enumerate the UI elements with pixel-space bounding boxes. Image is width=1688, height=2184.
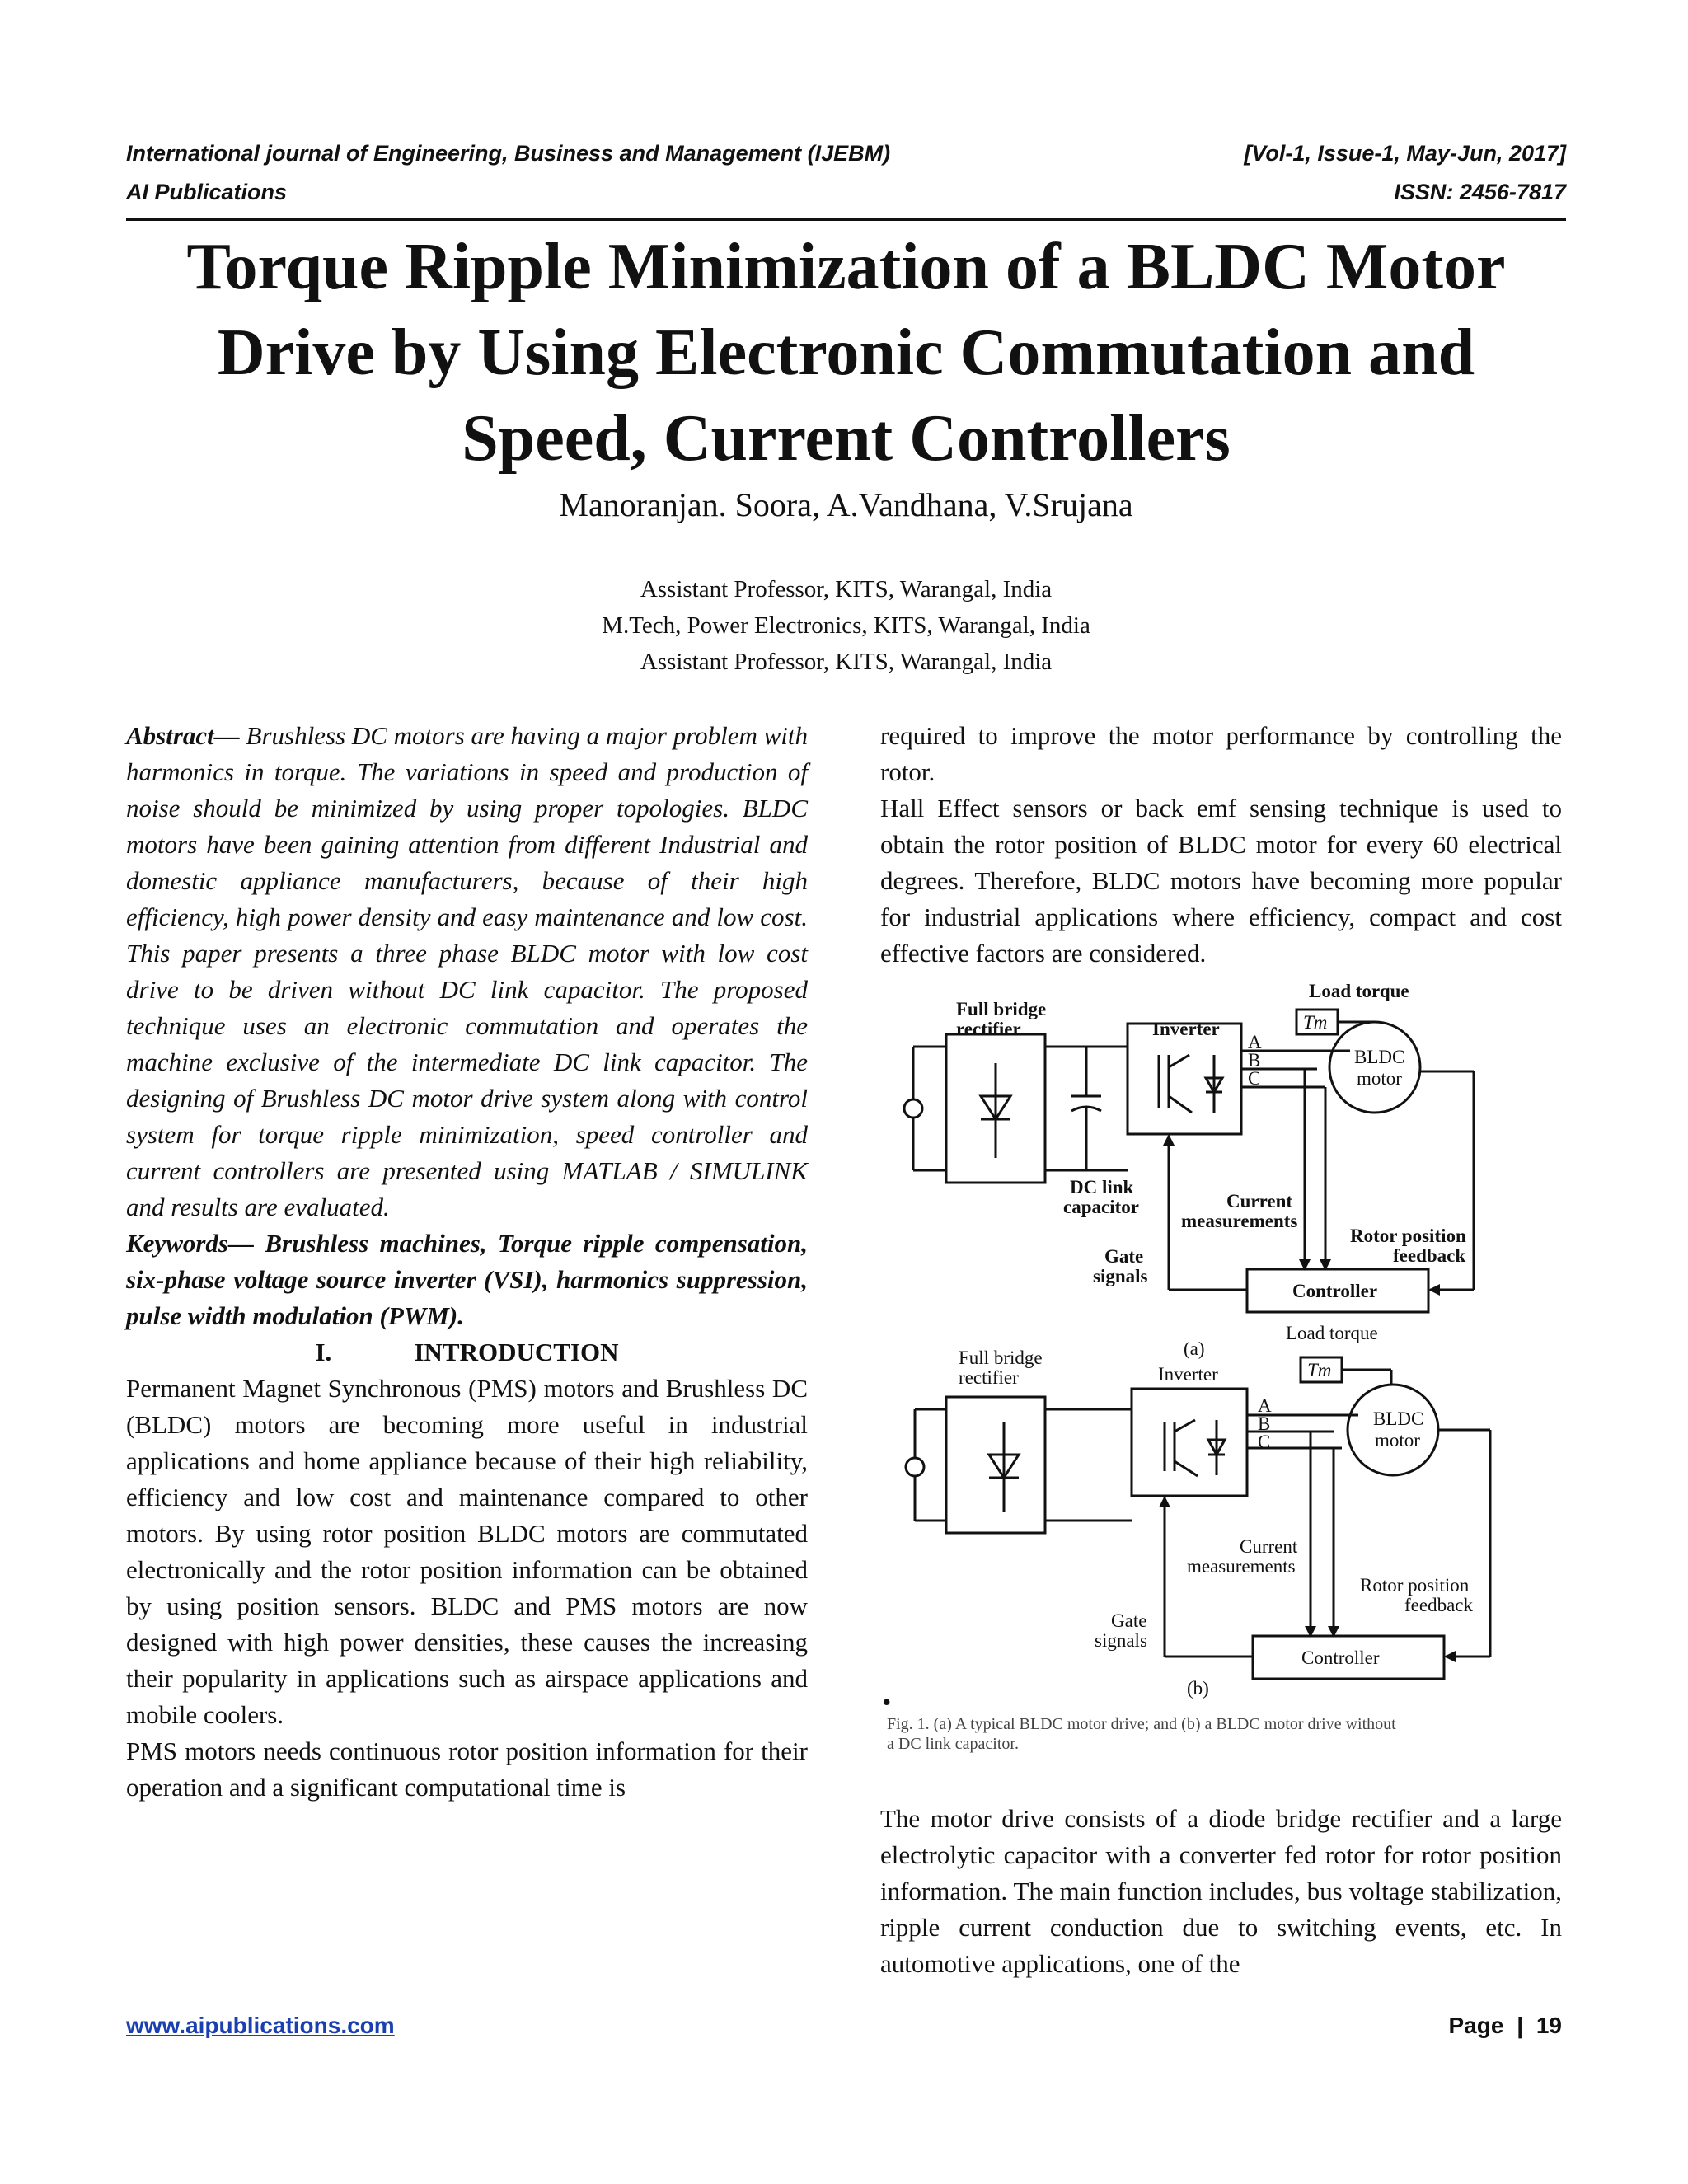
label-motor-1: BLDC [1354,1047,1405,1067]
figure-1b-labels [959,1323,1473,1699]
abstract-text: Brushless DC motors are having a major problem with harmonics in torque. The variations in speed and production of noise should be minimized by using proper topologies. BLDC motors have been gaining attention from different Industrial and domestic appliance manufacturers, because of their high efficiency, high power density and easy maintenance and low cost. This paper presents a three phase BLDC motor with low cost drive to be driven without DC link capacitor. The proposed technique uses an electronic commutation and operates the machine exclusive of the intermediate DC link capacitor. The designing of Brushless DC motor drive system along with control system for torque ripple minimization, speed controller and current controllers are presented using MATLAB / SIMULINK and results are evaluated. [126,721,808,1221]
bldc-motor-circle [1329,1022,1420,1113]
label-rotor-b-1: Rotor position [1360,1575,1470,1596]
label-dc-link-1: DC link [1070,1177,1134,1197]
affiliation-1: Assistant Professor, KITS, Warangal, India [640,576,1053,602]
label-inverter-b: Inverter [1158,1364,1218,1385]
title-line-1: Torque Ripple Minimization of a BLDC Motor [186,231,1506,303]
label-dc-link-2: capacitor [1063,1197,1139,1217]
label-rectifier-b-1: Full bridge [959,1347,1043,1368]
label-phase-a: A [1248,1032,1262,1052]
label-controller-a: Controller [1292,1281,1378,1301]
header-rule [126,218,1566,221]
inverter-box-b [1132,1389,1247,1496]
label-controller-b: Controller [1301,1647,1380,1668]
figure-bullet: • [880,1691,893,1716]
publisher-url-link[interactable]: www.aipublications.com [126,2013,395,2038]
label-phase-b: B [1248,1050,1261,1071]
paper-title [126,224,1566,481]
label-motor-b-2: motor [1375,1430,1420,1451]
page-label: Page [1448,2013,1504,2038]
section-title: INTRODUCTION [414,1338,619,1366]
keywords [126,1226,808,1334]
ac-source-b-icon [906,1458,924,1476]
label-phase-b-a: A [1258,1395,1272,1416]
publisher: AI Publications [126,180,288,204]
label-current-1: Current [1226,1191,1293,1212]
figure-1 [880,972,1507,1764]
label-load-torque: Load torque [1309,981,1409,1001]
label-figure-b: (b) [1187,1678,1209,1699]
label-gate-b-1: Gate [1111,1610,1147,1631]
label-current-b-2: measurements [1187,1556,1296,1577]
label-phase-b-c: C [1258,1432,1271,1452]
page-number [1449,2013,1563,2039]
label-gate-1: Gate [1104,1246,1144,1267]
label-gate-2: signals [1093,1266,1148,1286]
label-tm-b: Tm [1307,1360,1332,1380]
label-motor-2: motor [1357,1068,1402,1089]
figure-1a-labels [956,981,1466,1359]
journal-name: International journal of Engineering, Business and Management (IJEBM) [126,141,891,166]
label-current-b-1: Current [1240,1536,1298,1557]
page-number-value: 19 [1536,2013,1562,2038]
abstract-label: Abstract— [126,721,240,750]
label-rectifier-2: rectifier [956,1019,1021,1039]
abstract [126,718,808,1226]
authors: Manoranjan. Soora, A.Vandhana, V.Srujana [559,486,1133,523]
label-phase-c: C [1248,1068,1261,1089]
figure-1b [906,1357,1490,1679]
figure-caption-line-1: Fig. 1. (a) A typical BLDC motor drive; and (b) a BLDC motor drive without [887,1715,1396,1733]
inverter-box [1128,1024,1241,1134]
keywords-label: Keywords— [126,1229,254,1258]
right-paragraph-1: required to improve the motor performance by controlling the rotor. [880,721,1562,786]
label-inverter: Inverter [1152,1019,1220,1039]
label-tm: Tm [1303,1012,1328,1033]
affiliation-2: M.Tech, Power Electronics, KITS, Warangal, India [602,612,1090,639]
label-phase-b-b: B [1258,1413,1271,1434]
keywords-text: Brushless machines, Torque ripple compensation, six-phase voltage source inverter (VSI), harmonics suppression, pulse width modulation (PWM). [126,1229,808,1330]
right-paragraph-3: The motor drive consists of a diode bridge rectifier and a large electrolytic capacitor with a converter fed rotor for rotor position information. The main function includes, bus voltage stabilization, ripple current conduction due to switching events, etc. In automotive applications, one of the [880,1804,1562,1978]
affiliation-3: Assistant Professor, KITS, Warangal, India [640,649,1053,675]
label-rotor-1: Rotor position [1350,1226,1466,1246]
label-load-torque-b: Load torque [1286,1323,1378,1343]
label-gate-b-2: signals [1095,1630,1147,1651]
title-line-2: Drive by Using Electronic Commutation and [217,316,1475,389]
volume-info: [Vol-1, Issue-1, May-Jun, 2017] [1244,141,1566,166]
right-column-top [880,718,1562,972]
section-heading [126,1334,808,1371]
ac-source-icon [904,1099,922,1118]
intro-paragraph-2: PMS motors needs continuous rotor position information for their operation and a significant computational time is [126,1736,808,1802]
label-rectifier-b-2: rectifier [959,1367,1019,1388]
label-rectifier-1: Full bridge [956,999,1047,1019]
issn: ISSN: 2456-7817 [1394,180,1566,204]
page-separator: | [1517,2013,1524,2038]
label-figure-a: (a) [1184,1338,1205,1359]
left-column [126,718,808,1806]
label-current-2: measurements [1181,1211,1298,1231]
title-line-3: Speed, Current Controllers [462,402,1231,475]
figure-caption-line-2: a DC link capacitor. [887,1735,1019,1753]
right-paragraph-2: Hall Effect sensors or back emf sensing technique is used to obtain the rotor position of BLDC motor for every 60 electrical degrees. Therefore, BLDC motors have becoming more popular for industrial applications where efficiency, compact and cost effective factors are considered. [880,794,1562,968]
right-column-bottom [880,1801,1562,1982]
label-rotor-2: feedback [1393,1245,1466,1266]
label-motor-b-1: BLDC [1373,1408,1424,1429]
intro-paragraph-1: Permanent Magnet Synchronous (PMS) motors and Brushless DC (BLDC) motors are becoming more useful in industrial applications and home appliance because of their high reliability, efficiency and low cost and maintenance compared to other motors. By using rotor position BLDC motors are commutated electronically and the rotor position information can be obtained by using position sensors. BLDC and PMS motors are now designed with high power densities, these causes the increasing their popularity in applications such as airspace applications and mobile coolers. [126,1374,808,1729]
section-number: I. [315,1338,332,1366]
label-rotor-b-2: feedback [1404,1595,1473,1615]
